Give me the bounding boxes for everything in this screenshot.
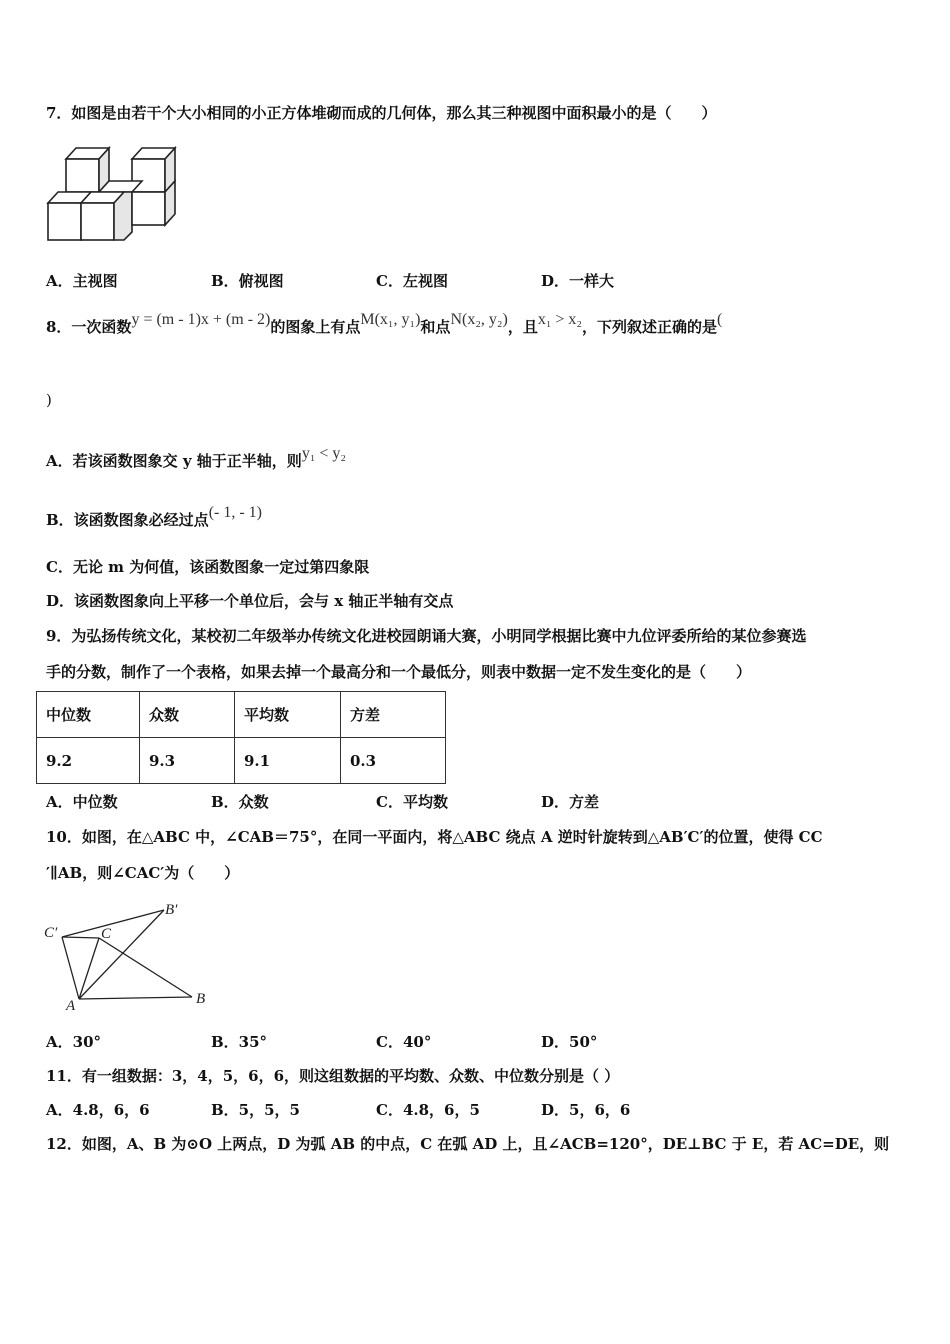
q9-option-d: D．方差	[541, 793, 600, 811]
q9-stem-line1: 9．为弘扬传统文化，某校初二年级举办传统文化进校园朗诵大赛，小明同学根据比赛中九位评委所给的某位参赛选	[46, 627, 807, 645]
q8-option-d: D．该函数图象向上平移一个单位后，会与 x 轴正半轴有交点	[46, 592, 454, 610]
q10-option-b: B．35°	[211, 1033, 268, 1051]
q10-option-d: D．50°	[541, 1033, 598, 1051]
table-row	[37, 738, 446, 784]
segment-cprime-c	[62, 937, 99, 938]
table-header-row	[37, 692, 446, 738]
table-header-cell: 众数	[140, 692, 235, 738]
q7-option-c: C．左视图	[376, 272, 448, 290]
q11-option-d: D．5，6，6	[541, 1101, 631, 1119]
q9-option-c: C．平均数	[376, 793, 448, 811]
q12-stem: 12．如图，A、B 为⊙O 上两点，D 为弧 AB 的中点，C 在弧 AD 上，且∠ACB=120°，DE⊥BC 于 E，若 AC=DE，则	[46, 1135, 890, 1153]
q8-stem-a: 8．一次函数	[46, 318, 132, 336]
q11-option-a: A．4.8，6，6	[46, 1101, 150, 1119]
label-a: A	[66, 998, 76, 1012]
q7-option-a: A．主视图	[46, 272, 118, 290]
q8-function: y = (m - 1)x + (m - 2)	[131, 311, 271, 328]
table-header-cell: 中位数	[37, 692, 140, 738]
q8-option-a-text: A．若该函数图象交 y 轴于正半轴，则	[46, 452, 302, 470]
q8-point-n: N(x₂, y₂)	[450, 311, 508, 328]
q7-stem: 7．如图是由若干个大小相同的小正方体堆砌而成的几何体，那么其三种视图中面积最小的是（ ）	[46, 104, 717, 122]
q8-close-paren: )	[46, 391, 52, 409]
table-cell: 9.3	[140, 738, 235, 784]
table-header-cell: 方差	[341, 692, 446, 738]
q8-stem-d: ，且	[507, 318, 538, 336]
q8-stem-e: ，下列叙述正确的是	[582, 318, 718, 336]
label-c-prime: C′	[44, 925, 58, 941]
q8-open-paren: (	[717, 311, 723, 328]
segment-a-cprime	[62, 937, 79, 999]
segment-a-b	[79, 997, 192, 999]
q8-option-b-text: B．该函数图象必经过点	[46, 511, 209, 529]
segment-a-bprime	[79, 910, 164, 999]
table-cell: 9.1	[235, 738, 341, 784]
q10-triangle-figure	[40, 900, 215, 1012]
q10-option-c: C．40°	[376, 1033, 432, 1051]
q10-stem-line2: ′∥AB，则∠CAC′为（ ）	[46, 864, 240, 882]
q7-option-b: B．俯视图	[211, 272, 284, 290]
segment-c-b	[99, 938, 192, 997]
label-c: C	[101, 926, 112, 942]
q8-stem	[46, 311, 723, 337]
q8-option-a-math: y₁ < y₂	[301, 445, 346, 462]
table-cell: 0.3	[341, 738, 446, 784]
q8-stem-b: 的图象上有点	[270, 318, 361, 336]
q11-stem: 11．有一组数据：3，4，5，6，6，则这组数据的平均数、众数、中位数分别是（ ）	[46, 1067, 620, 1085]
q8-condition: x₁ > x₂	[537, 311, 583, 328]
q8-point-m: M(x₁, y₁)	[360, 311, 421, 328]
q11-option-c: C．4.8，6，5	[376, 1101, 480, 1119]
segment-a-c	[79, 938, 99, 999]
q8-option-b	[46, 504, 262, 530]
table-cell: 9.2	[37, 738, 140, 784]
segment-cprime-bprime	[62, 910, 164, 937]
label-b: B	[196, 991, 206, 1007]
q9-data-table	[36, 691, 446, 784]
q10-stem-line1: 10．如图，在△ABC 中，∠CAB＝75°，在同一平面内，将△ABC 绕点 A 逆时针旋转到△AB′C′的位置，使得 CC	[46, 828, 823, 846]
q7-option-d: D．一样大	[541, 272, 615, 290]
q9-option-b: B．众数	[211, 793, 269, 811]
q8-option-a	[46, 445, 346, 471]
q9-stem-line2: 手的分数，制作了一个表格，如果去掉一个最高分和一个最低分，则表中数据一定不发生变化的是（ ）	[46, 663, 752, 681]
q9-option-a: A．中位数	[46, 793, 118, 811]
q7-cube-figure	[46, 142, 186, 246]
table-header-cell: 平均数	[235, 692, 341, 738]
q8-stem-c: 和点	[420, 318, 451, 336]
label-b-prime: B′	[165, 902, 178, 918]
q11-option-b: B．5，5，5	[211, 1101, 300, 1119]
q8-option-c: C．无论 m 为何值，该函数图象一定过第四象限	[46, 558, 370, 576]
q8-option-b-math: (- 1, - 1)	[208, 504, 262, 521]
q10-option-a: A．30°	[46, 1033, 102, 1051]
